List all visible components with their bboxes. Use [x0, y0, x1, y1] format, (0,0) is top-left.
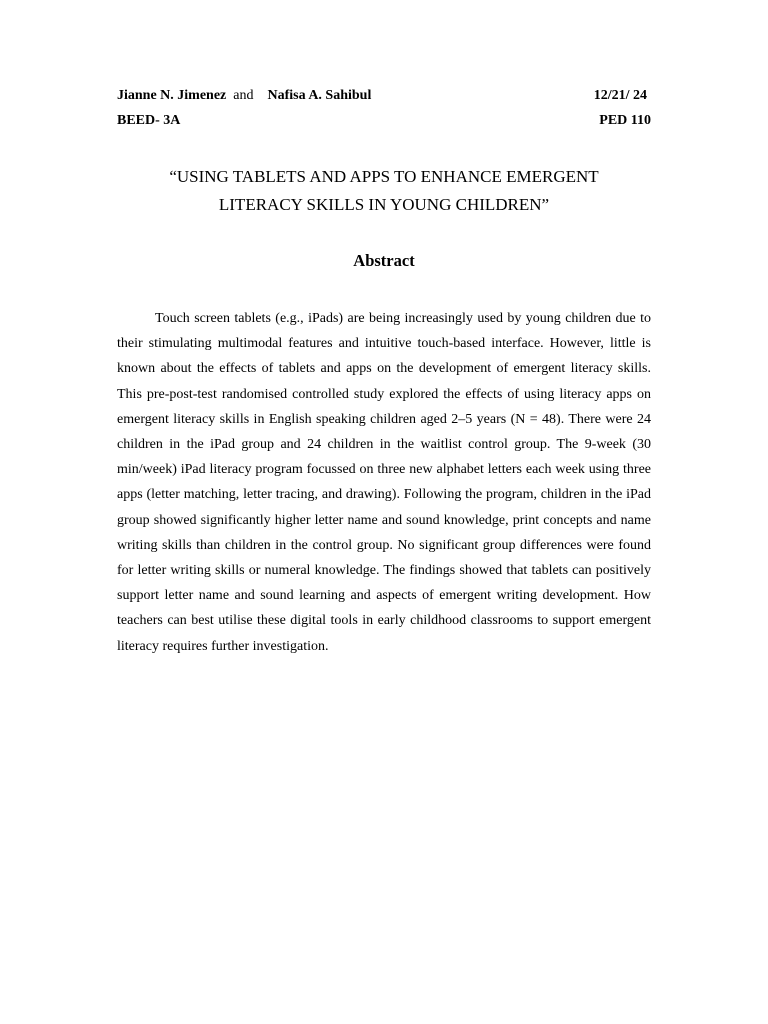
- authors: [117, 87, 371, 105]
- course-code: PED 110: [599, 113, 651, 128]
- author-2: Nafisa A. Sahibul: [267, 88, 372, 103]
- header-authors-row: [117, 87, 651, 105]
- section: BEED- 3A: [117, 113, 181, 128]
- author-connector: and: [233, 88, 254, 103]
- document-title: [117, 163, 651, 219]
- abstract-body: Touch screen tablets (e.g., iPads) are being increasingly used by young children due to their stimulating multimodal features and intuitive touch-based interface. However, little is known about the effects of tablets and apps on the development of emergent literacy skills. This pre-post-test randomised controlled study explored the effects of using literacy apps on emergent literacy skills in English speaking children aged 2–5 years (N = 48). There were 24 children in the iPad group and 24 children in the waitlist control group. The 9-week (30 min/week) iPad literacy program focussed on three new alphabet letters each week using three apps (letter matching, letter tracing, and drawing). Following the program, children in the iPad group showed significantly higher letter name and sound knowledge, print concepts and name writing skills than children in the control group. No significant group differences were found for letter writing skills or numeral knowledge. The findings showed that tablets can positively support letter name and sound learning and aspects of emergent writing development. How teachers can best utilise these digital tools in early childhood classrooms to support emergent literacy requires further investigation.: [117, 311, 651, 654]
- author-1: Jianne N. Jimenez: [117, 88, 227, 103]
- title-line-1: “USING TABLETS AND APPS TO ENHANCE EMERGENT: [169, 167, 599, 186]
- date: 12/21/ 24: [593, 88, 647, 103]
- title-line-2: LITERACY SKILLS IN YOUNG CHILDREN”: [218, 195, 550, 214]
- abstract-heading: Abstract: [353, 251, 415, 270]
- header-course-row: [117, 112, 651, 130]
